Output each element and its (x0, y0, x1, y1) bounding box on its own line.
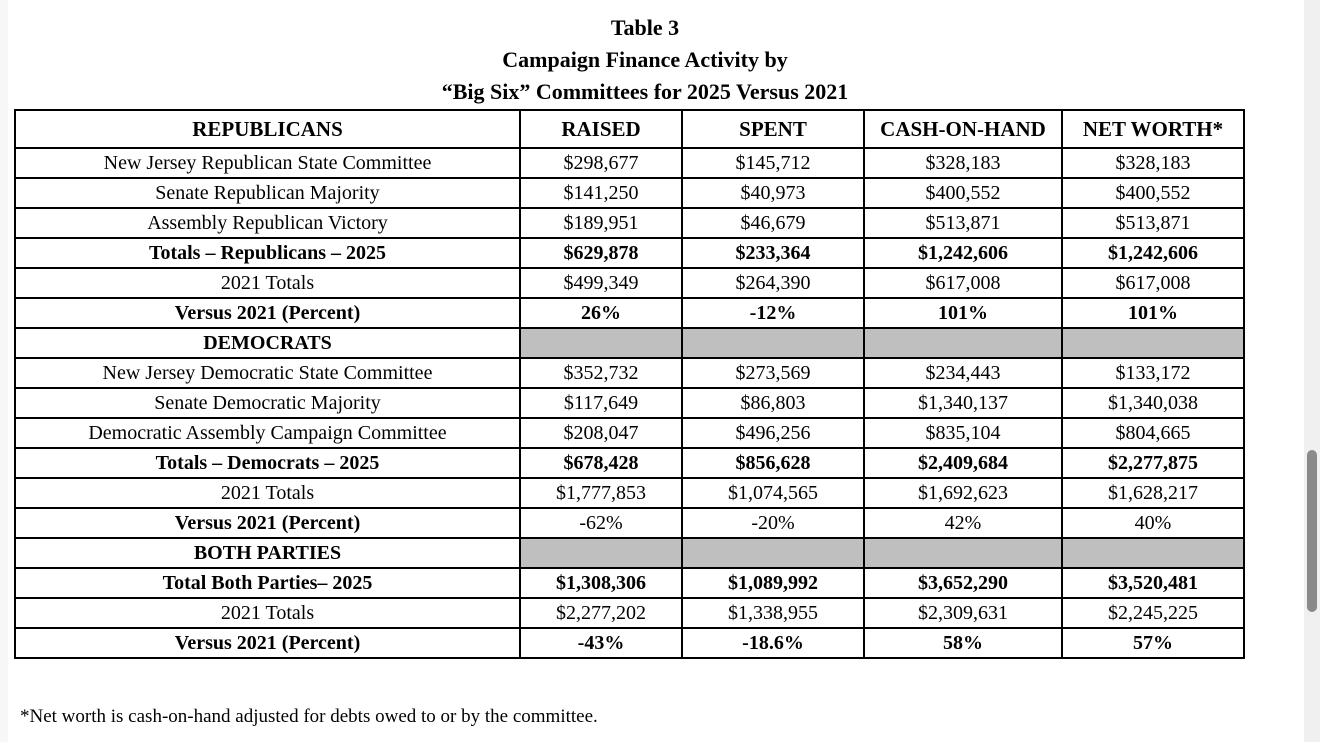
row-value (864, 328, 1062, 358)
row-value: $1,628,217 (1062, 478, 1244, 508)
row-value: $1,242,606 (864, 238, 1062, 268)
row-value: $145,712 (682, 148, 864, 178)
table-row (15, 508, 1244, 538)
row-value: $2,245,225 (1062, 598, 1244, 628)
table-row (15, 418, 1244, 448)
row-label: Senate Democratic Majority (15, 388, 520, 418)
table-row (15, 538, 1244, 568)
row-value: $1,074,565 (682, 478, 864, 508)
row-label: Democratic Assembly Campaign Committee (15, 418, 520, 448)
row-value: 101% (864, 298, 1062, 328)
row-label: New Jersey Republican State Committee (15, 148, 520, 178)
row-value (682, 328, 864, 358)
row-label: New Jersey Democratic State Committee (15, 358, 520, 388)
title-line-3: “Big Six” Committees for 2025 Versus 2021 (441, 79, 849, 104)
footnote: *Net worth is cash-on-hand adjusted for debts owed to or by the committee. (20, 706, 598, 727)
row-value: $1,692,623 (864, 478, 1062, 508)
row-value: $189,951 (520, 208, 682, 238)
row-value: 26% (520, 298, 682, 328)
row-value: $400,552 (864, 178, 1062, 208)
row-value: $3,652,290 (864, 568, 1062, 598)
row-value: $40,973 (682, 178, 864, 208)
row-value: $2,309,631 (864, 598, 1062, 628)
table-title (0, 12, 1290, 108)
row-value: $2,277,875 (1062, 448, 1244, 478)
row-label: Total Both Parties– 2025 (15, 568, 520, 598)
row-value: 57% (1062, 628, 1244, 658)
header-row (15, 110, 1244, 148)
vertical-scrollbar-track[interactable] (1304, 0, 1320, 742)
row-value: $2,277,202 (520, 598, 682, 628)
table-row (15, 208, 1244, 238)
table-row (15, 328, 1244, 358)
row-value: $264,390 (682, 268, 864, 298)
table-row (15, 598, 1244, 628)
table-row (15, 298, 1244, 328)
row-label: Totals – Democrats – 2025 (15, 448, 520, 478)
column-header-cash-on-hand: CASH-ON-HAND (864, 110, 1062, 148)
row-value: $3,520,481 (1062, 568, 1244, 598)
row-value: $1,777,853 (520, 478, 682, 508)
row-value: $46,679 (682, 208, 864, 238)
row-value: $273,569 (682, 358, 864, 388)
table-row (15, 448, 1244, 478)
table-row (15, 568, 1244, 598)
column-header-republicans: REPUBLICANS (15, 110, 520, 148)
row-value: $617,008 (1062, 268, 1244, 298)
row-value (864, 538, 1062, 568)
row-value: $513,871 (864, 208, 1062, 238)
row-value: 42% (864, 508, 1062, 538)
row-value: $678,428 (520, 448, 682, 478)
campaign-finance-table (14, 109, 1245, 659)
row-label: Versus 2021 (Percent) (15, 298, 520, 328)
row-value (520, 538, 682, 568)
row-value: $629,878 (520, 238, 682, 268)
row-value: $117,649 (520, 388, 682, 418)
row-value: -12% (682, 298, 864, 328)
row-label: Versus 2021 (Percent) (15, 628, 520, 658)
row-value: $298,677 (520, 148, 682, 178)
row-value: $1,340,137 (864, 388, 1062, 418)
row-value (520, 328, 682, 358)
column-header-raised: RAISED (520, 110, 682, 148)
table-row (15, 238, 1244, 268)
title-line-1: Table 3 (610, 15, 680, 40)
row-label: BOTH PARTIES (15, 538, 520, 568)
vertical-scrollbar-thumb[interactable] (1307, 450, 1317, 612)
row-value: $835,104 (864, 418, 1062, 448)
row-value: $86,803 (682, 388, 864, 418)
row-value: $133,172 (1062, 358, 1244, 388)
table-header (15, 110, 1244, 148)
row-label: Assembly Republican Victory (15, 208, 520, 238)
row-value: $328,183 (1062, 148, 1244, 178)
row-label: Totals – Republicans – 2025 (15, 238, 520, 268)
row-value: $804,665 (1062, 418, 1244, 448)
row-value: $499,349 (520, 268, 682, 298)
row-value (1062, 538, 1244, 568)
row-value: 40% (1062, 508, 1244, 538)
row-value: $352,732 (520, 358, 682, 388)
table-row (15, 388, 1244, 418)
row-value: $2,409,684 (864, 448, 1062, 478)
row-value: $1,242,606 (1062, 238, 1244, 268)
row-value (682, 538, 864, 568)
row-value: $208,047 (520, 418, 682, 448)
row-value: $1,340,038 (1062, 388, 1244, 418)
table-row (15, 268, 1244, 298)
row-value: $513,871 (1062, 208, 1244, 238)
table-body (15, 148, 1244, 658)
column-header-spent: SPENT (682, 110, 864, 148)
row-label: Senate Republican Majority (15, 178, 520, 208)
table-row (15, 358, 1244, 388)
table-row (15, 148, 1244, 178)
row-label: 2021 Totals (15, 478, 520, 508)
row-value: -20% (682, 508, 864, 538)
table-row (15, 628, 1244, 658)
row-value: -18.6% (682, 628, 864, 658)
row-label: DEMOCRATS (15, 328, 520, 358)
page-left-gutter (0, 0, 8, 742)
row-value: $233,364 (682, 238, 864, 268)
row-value: -43% (520, 628, 682, 658)
title-line-2: Campaign Finance Activity by (502, 47, 788, 72)
row-value: $328,183 (864, 148, 1062, 178)
row-value: $234,443 (864, 358, 1062, 388)
row-value: $1,308,306 (520, 568, 682, 598)
row-value: -62% (520, 508, 682, 538)
row-value: 101% (1062, 298, 1244, 328)
row-value: $141,250 (520, 178, 682, 208)
row-value: $496,256 (682, 418, 864, 448)
row-value: 58% (864, 628, 1062, 658)
row-label: 2021 Totals (15, 598, 520, 628)
table-row (15, 178, 1244, 208)
row-value: $400,552 (1062, 178, 1244, 208)
column-header-net-worth-: NET WORTH* (1062, 110, 1244, 148)
row-value: $617,008 (864, 268, 1062, 298)
row-label: Versus 2021 (Percent) (15, 508, 520, 538)
row-value: $1,338,955 (682, 598, 864, 628)
row-label: 2021 Totals (15, 268, 520, 298)
row-value: $856,628 (682, 448, 864, 478)
table-row (15, 478, 1244, 508)
row-value: $1,089,992 (682, 568, 864, 598)
row-value (1062, 328, 1244, 358)
